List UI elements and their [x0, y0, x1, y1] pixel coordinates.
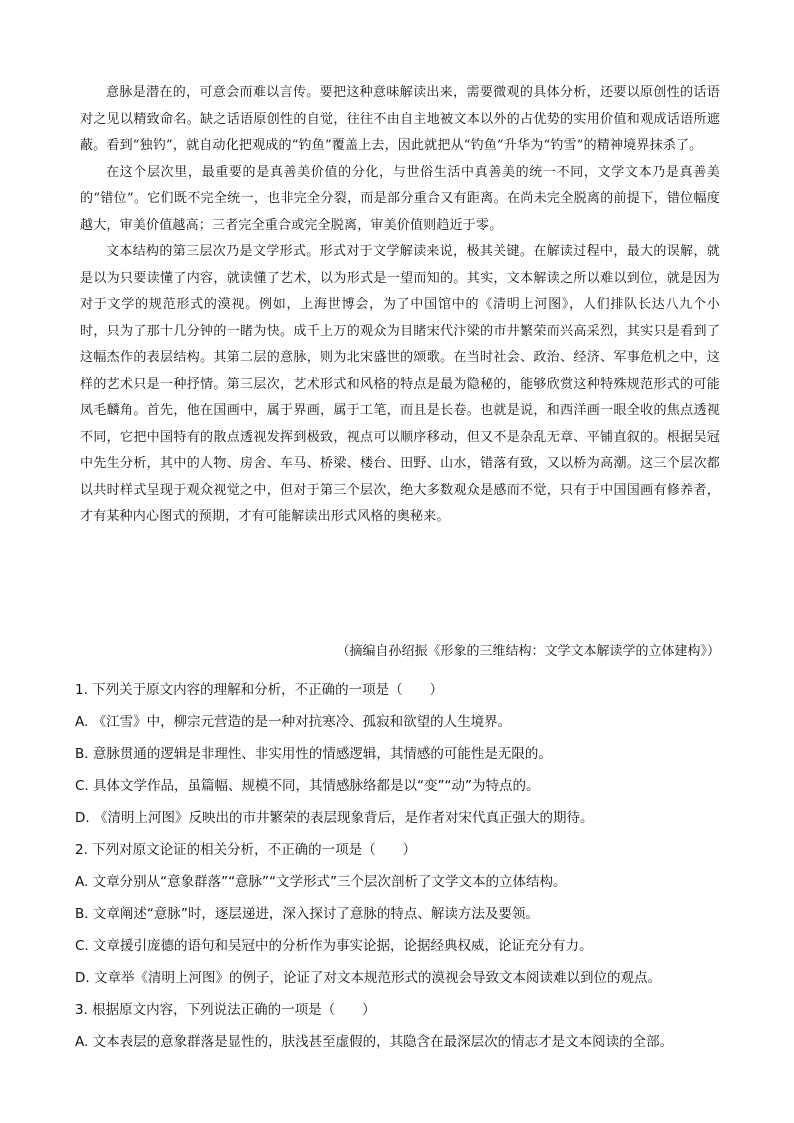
question-3-option-a: A. 文本表层的意象群落是显性的，肤浅甚至虚假的，其隐含在最深层次的情志才是文本阅读的全部。	[75, 1034, 674, 1050]
question-1-option-b: B. 意脉贯通的逻辑是非理性、非实用性的情感逻辑，其情感的可能性是无限的。	[75, 746, 552, 762]
question-2-option-c: C. 文章援引庞德的语句和吴冠中的分析作为事实论据，论据经典权威，论证充分有力。	[75, 938, 593, 954]
question-1-option-d: D. 《清明上河图》反映出的市井繁荣的表层现象背后，是作者对宋代真正强大的期待。	[75, 810, 594, 826]
question-list	[75, 674, 725, 1058]
question-2-option-b: B. 文章阐述“意脉”时，逐层递进，深入探讨了意脉的特点、解读方法及要领。	[75, 906, 539, 922]
passage-paragraph: 在这个层次里，最重要的是真善美价值的分化，与世俗生活中真善美的统一不同，文学文本乃是真善美的“错位”。它们既不完全统一，也非完全分裂，而是部分重合又有距离。在尚未完全脱离的前提下，错位幅度越大，审美价值越高；三者完全重合或完全脱离，审美价值则趋近于零。	[80, 164, 720, 233]
question-2-stem: 2. 下列对原文论证的相关分析，不正确的一项是（ ）	[75, 842, 417, 858]
passage-paragraph: 意脉是潜在的，可意会而难以言传。要把这种意味解读出来，需要微观的具体分析，还要以原创性的话语对之见以精致命名。缺之话语原创性的自觉，往往不由自主地被文本以外的占优势的实用价值和观成话语所遮蔽。看到“独钓”，就自动化把观成的“钓鱼”覆盖上去，因此就把从“钓鱼”升华为“钓雪”的精神境界抹杀了。	[80, 85, 720, 153]
question-3-stem: 3. 根据原文内容，下列说法正确的一项是（ ）	[75, 1002, 376, 1018]
question-2-option-d: D. 文章举《清明上河图》的例子，论证了对文本规范形式的漠视会导致文本阅读难以到位的观点。	[75, 970, 661, 986]
passage-body	[80, 80, 720, 531]
question-1-option-a: A. 《江雪》中，柳宗元营造的是一种对抗寒冷、孤寂和欲望的人生境界。	[75, 714, 512, 730]
passage-paragraph: 文本结构的第三层次乃是文学形式。形式对于文学解读来说，极其关键。在解读过程中，最大的误解，就是以为只要读懂了内容，就读懂了艺术，以为形式是一望而知的。其实，文本解读之所以难以到位，就是因为对于文学的规范形式的漠视。例如，上海世博会，为了中国馆中的《清明上河图》，人们排队长达八九个小时，只为了那十几分钟的一睹为快。成千上万的观众为目睹宋代汴梁的市井繁荣而兴高采烈，其实只是看到了这幅杰作的表层结构。其第二层的意脉，则为北宋盛世的颂歌。在当时社会、政治、经济、军事危机之中，这样的艺术只是一种抒情。第三层次，艺术形式和风格的特点是最为隐秘的，能够欣赏这种特殊规范形式的可能凤毛麟角。首先，他在国画中，属于界画，属于工笔，而且是长卷。也就是说，和西洋画一眼全收的焦点透视不同，它把中国特有的散点透视发挥到极致，视点可以顺序移动，但又不是杂乱无章、平铺直叙的。根据吴冠中先生分析，其中的人物、房舍、车马、桥梁、楼台、田野、山水，错落有致，又以桥为高潮。这三个层次都以共时样式呈现于观众视觉之中，但对于第三个层次，绝大多数观众是感而不觉，只有于中国国画有修养者，才有某种内心图式的预期，才有可能解读出形式风格的奥秘来。	[80, 244, 720, 524]
question-1-stem: 1. 下列关于原文内容的理解和分析，不正确的一项是（ ）	[75, 682, 444, 698]
passage-source: （摘编自孙绍振《形象的三维结构：文学文本解读学的立体建构》）	[336, 644, 720, 659]
question-1-option-c: C. 具体文学作品，虽篇幅、规模不同，其情感脉络都是以“变”“动”为特点的。	[75, 778, 540, 794]
question-2-option-a: A. 文章分别从“意象群落”“意脉”“文学形式”三个层次剖析了文学文本的立体结构。	[75, 874, 567, 890]
